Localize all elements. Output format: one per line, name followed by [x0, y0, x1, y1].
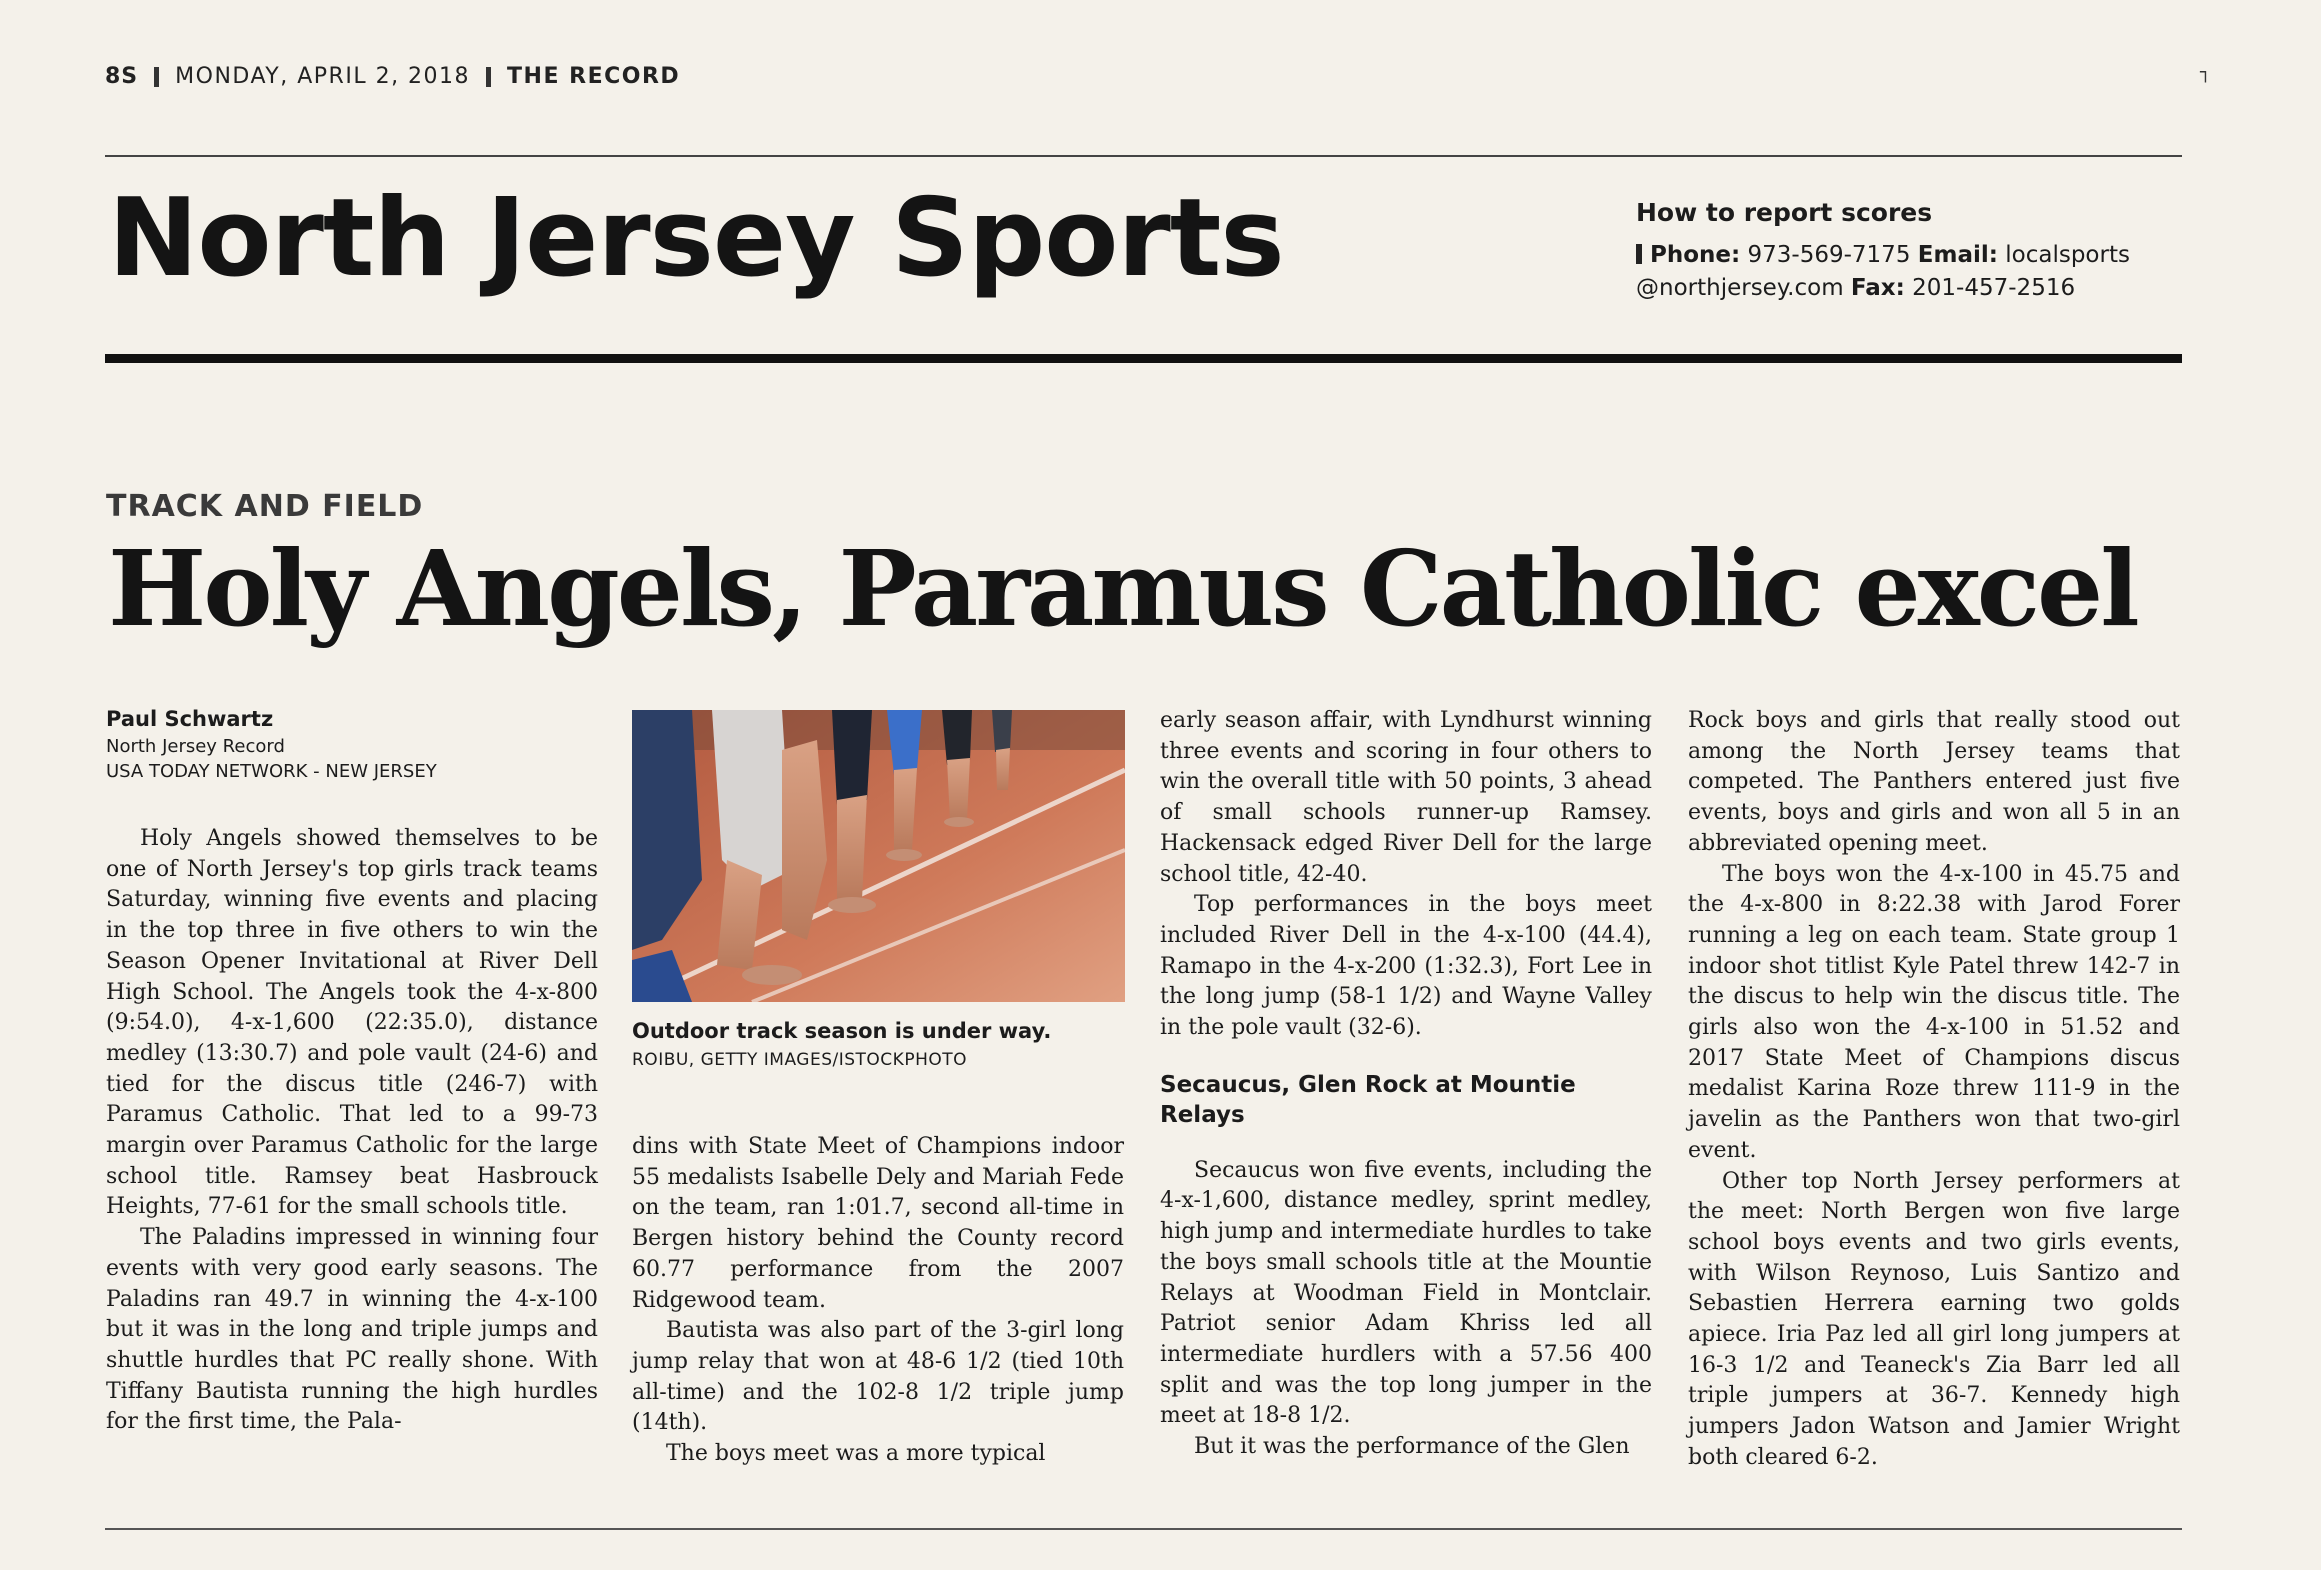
article-paragraph: Other top North Jersey performers at the meet: North Bergen won five large school boys events and two girls events, with Wilson Reynoso, Luis Santizo and Sebastien Herrera earning two golds apiece. Iria Paz led all girl long jumpers at 16-3 1/2 and Teaneck's Zia Barr led all triple jumpers at 36-7. Kennedy high jumpers Jadon Watson and Jamier Wright both cleared 6-2. [1688, 1168, 2180, 1470]
email-user: localsports [2005, 242, 2130, 268]
phone-label: Phone: [1650, 242, 1741, 268]
author-network: USA TODAY NETWORK - NEW JERSEY [106, 761, 437, 782]
report-scores-box [1636, 196, 2196, 305]
article-paragraph: The boys meet was a more typical [666, 1441, 1046, 1467]
top-rule [105, 155, 2182, 157]
bullet-bar-icon [1636, 244, 1642, 264]
fax-number: 201-457-2516 [1912, 275, 2076, 301]
email-label: Email: [1917, 242, 1998, 268]
photo-credit: ROIBU, GETTY IMAGES/ISTOCKPHOTO [632, 1050, 968, 1070]
phone-number: 973-569-7175 [1747, 242, 1911, 268]
issue-date: MONDAY, APRIL 2, 2018 [175, 64, 471, 89]
article-photo [632, 710, 1125, 1002]
article-paragraph: early season affair, with Lyndhurst winning three events and scoring in four others to win the overall title with 50 points, 3 ahead of small schools runner-up Ramsey. Hackensack edged River Dell for the large school title, 42-40. [1160, 708, 1652, 887]
article-headline: Holy Angels, Paramus Catholic excel [108, 527, 2137, 650]
bottom-rule [105, 1528, 2182, 1530]
author-outlet: North Jersey Record [106, 736, 285, 757]
article-paragraph: Bautista was also part of the 3-girl long jump relay that won at 48-6 1/2 (tied 10th all-time) and the 102-8 1/2 triple jump (14th). [632, 1318, 1124, 1436]
report-scores-heading: How to report scores [1636, 198, 1933, 227]
article-paragraph: Rock boys and girls that really stood out among the North Jersey teams that competed. The Panthers entered just five events, boys and girls and won all 5 in an abbreviated opening meet. [1688, 708, 2180, 856]
crop-mark-icon: ┐ [2200, 62, 2211, 83]
author-name: Paul Schwartz [106, 707, 274, 731]
email-domain: @northjersey.com [1636, 275, 1844, 301]
article-column-1 [106, 824, 598, 1438]
article-paragraph: dins with State Meet of Champions indoor 55 medalists Isabelle Dely and Mariah Fede on the team, ran 1:01.7, second all-time in Bergen history behind the County record 60.77 performance from the 2007 Ridgewood team. [632, 1134, 1124, 1313]
article-column-3 [1160, 706, 1652, 1463]
article-paragraph: Holy Angels showed themselves to be one of North Jersey's top girls track teams Saturday, winning five events and placing in the top three in five others to win the Season Opener Invitational at River Dell High School. The Angels took the 4-x-800 (9:54.0), 4-x-1,600 (22:35.0), distance medley (13:30.7) and pole vault (24-6) and tied for the discus title (246-7) with Paramus Catholic. That led to a 99-73 margin over Paramus Catholic for the large school title. Ramsey beat Hasbrouck Heights, 77-61 for the small schools title. [106, 826, 598, 1220]
page-number: 8S [105, 64, 139, 89]
report-scores-contact [1636, 239, 2196, 305]
folio-separator [154, 67, 159, 87]
article-column-2 [632, 1132, 1124, 1470]
article-column-4 [1688, 706, 2180, 1474]
article-paragraph: The Paladins impressed in winning four events with very good early seasons. The Paladins ran 49.7 in winning the 4-x-100 but it was in the long and triple jumps and shuttle hurdles that PC really shone. With Tiffany Bautista running the high hurdles for the first time, the Pala- [106, 1225, 598, 1435]
article-paragraph: Secaucus won five events, including the 4-x-1,600, distance medley, sprint medley, high jump and intermediate hurdles to take the boys small schools title at the Mountie Relays at Woodman Field in Montclair. Patriot senior Adam Khriss led all intermediate hurdlers with a 57.56 400 split and was the top long jumper in the meet at 18-8 1/2. [1160, 1157, 1652, 1429]
article-kicker: TRACK AND FIELD [106, 489, 424, 524]
folio-separator [486, 67, 491, 87]
folio [105, 64, 680, 89]
publication-name: THE RECORD [507, 64, 681, 89]
article-paragraph: Top performances in the boys meet included River Dell in the 4-x-100 (44.4), Ramapo in the 4-x-200 (1:32.3), Fort Lee in the long jump (58-1 1/2) and Wayne Valley in the pole vault (32-6). [1160, 892, 1652, 1041]
section-rule [105, 354, 2182, 363]
photo-caption: Outdoor track season is under way. [632, 1019, 1052, 1043]
track-start-photo-image [632, 710, 1125, 1002]
photo-cutline [632, 1016, 1192, 1074]
article-subhead: Secaucus, Glen Rock at Mountie Relays [1160, 1071, 1576, 1128]
section-title: North Jersey Sports [108, 176, 1284, 301]
article-paragraph: The boys won the 4-x-100 in 45.75 and the 4-x-800 in 8:22.38 with Jarod Forer running a leg on each team. State group 1 indoor shot titlist Kyle Patel threw 142-7 in the discus to help win the discus title. The girls also won the 4-x-100 in 51.52 and 2017 State Meet of Champions discus medalist Karina Roze threw 111-9 in the javelin as the Panthers won that two-girl event. [1688, 861, 2180, 1163]
fax-label: Fax: [1850, 275, 1905, 301]
article-paragraph: But it was the performance of the Glen [1194, 1434, 1630, 1460]
byline [106, 704, 437, 784]
